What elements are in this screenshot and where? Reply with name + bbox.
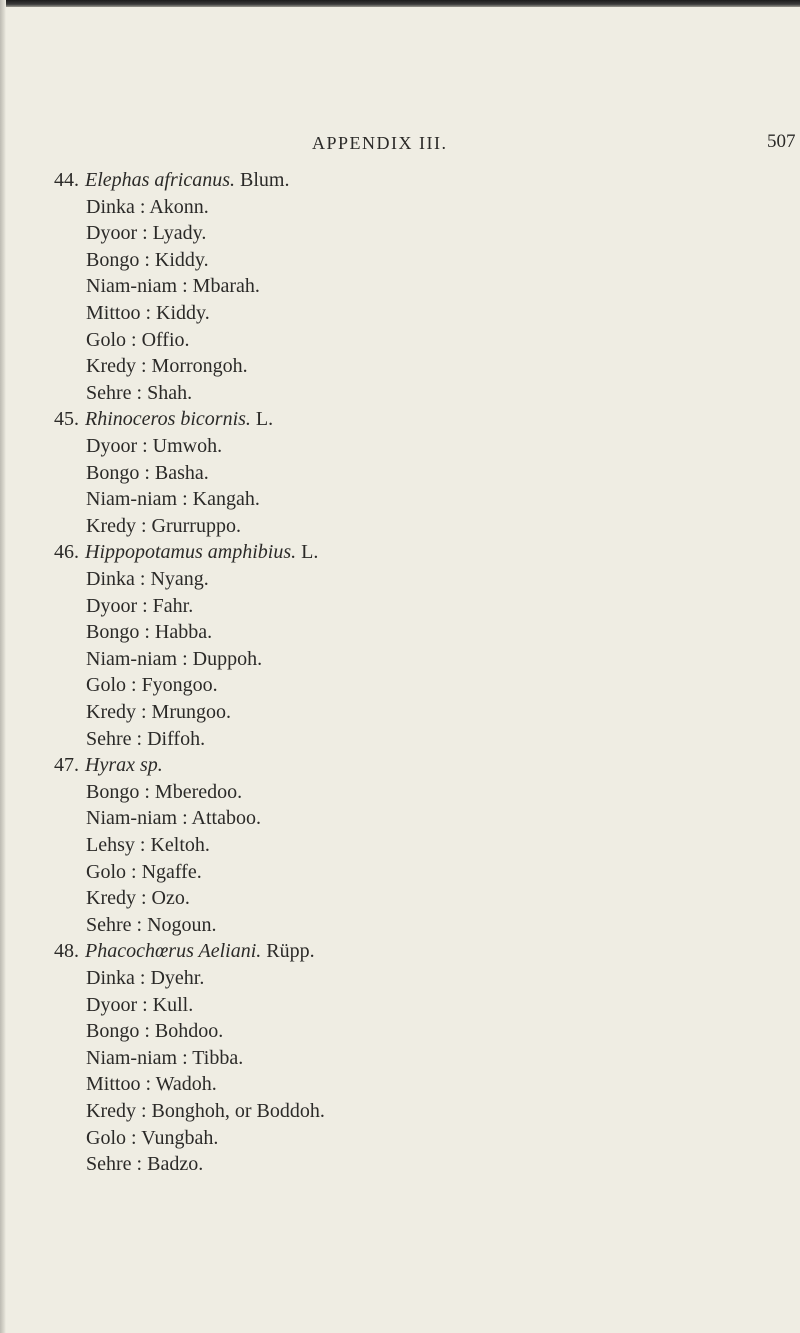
language-name: Sehre xyxy=(86,913,132,936)
native-name-row: Golo : Offio. xyxy=(86,328,190,351)
running-title: APPENDIX III. xyxy=(312,133,448,153)
language-name: Dyoor xyxy=(86,993,138,1016)
language-name: Niam-niam xyxy=(86,275,178,298)
scientific-name: Hyrax sp. xyxy=(85,754,163,777)
entry-number: 44. xyxy=(54,169,79,191)
native-name: Fyongoo. xyxy=(141,674,218,697)
native-name-row: Lehsy : Keltoh. xyxy=(86,834,210,856)
native-name: Diffoh. xyxy=(147,727,206,750)
native-name-row: Kredy : Grurruppo. xyxy=(86,514,241,537)
native-name: Ngaffe. xyxy=(141,860,202,883)
native-name: Umwoh. xyxy=(152,435,223,457)
native-name: Lyady. xyxy=(152,222,207,245)
language-name: Golo xyxy=(86,1126,126,1149)
page-number: 507 xyxy=(767,131,796,152)
language-name: Bongo xyxy=(86,1020,140,1043)
native-name: Grurruppo. xyxy=(151,514,241,537)
native-name-row: Bongo : Kiddy. xyxy=(86,248,209,271)
native-name: Wadoh. xyxy=(155,1073,217,1096)
native-name: Morrongoh. xyxy=(151,355,248,378)
language-name: Sehre xyxy=(86,381,132,404)
native-name-row: Niam-niam : Attaboo. xyxy=(86,807,261,830)
native-name: Nyang. xyxy=(150,568,209,590)
entry-heading xyxy=(54,938,315,964)
native-name-row: Kredy : Mrungoo. xyxy=(86,701,231,723)
native-name: Fahr. xyxy=(152,594,194,617)
native-name-row: Golo : Vungbah. xyxy=(86,1126,219,1149)
language-name: Mittoo xyxy=(86,302,141,324)
language-name: Kredy xyxy=(86,355,136,378)
native-name-row: Sehre : Badzo. xyxy=(86,1153,204,1176)
native-name-row: Dinka : Nyang. xyxy=(86,568,209,590)
language-name: Bongo xyxy=(86,248,140,271)
native-name: Attaboo. xyxy=(191,807,261,830)
entry-heading xyxy=(54,167,289,193)
entry-heading xyxy=(54,752,163,778)
entry-number: 48. xyxy=(54,940,79,963)
native-name-row: Bongo : Basha. xyxy=(86,461,209,484)
language-name: Dinka xyxy=(86,967,135,989)
native-name-row: Mittoo : Kiddy. xyxy=(86,302,210,324)
language-name: Niam-niam xyxy=(86,1046,178,1069)
authority: Blum. xyxy=(240,169,290,191)
language-name: Kredy xyxy=(86,514,136,537)
language-name: Dyoor xyxy=(86,594,138,617)
native-name: Dyehr. xyxy=(150,967,205,989)
native-name: Shah. xyxy=(147,381,193,404)
native-name: Tibba. xyxy=(192,1046,244,1069)
native-name-row: Sehre : Nogoun. xyxy=(86,913,217,936)
native-name: Vungbah. xyxy=(141,1126,219,1149)
native-name: Badzo. xyxy=(147,1153,204,1176)
native-name: Mberedoo. xyxy=(154,780,243,803)
language-name: Kredy xyxy=(86,701,136,723)
native-name-row: Sehre : Shah. xyxy=(86,381,193,404)
native-name: Ozo. xyxy=(151,887,190,910)
native-name: Bonghoh, or Boddoh. xyxy=(151,1100,325,1122)
native-name-row: Kredy : Morrongoh. xyxy=(86,355,248,378)
native-name-row: Dinka : Dyehr. xyxy=(86,967,205,989)
native-name: Nogoun. xyxy=(147,913,217,936)
authority: L. xyxy=(301,541,319,564)
entry-heading xyxy=(54,539,318,565)
native-name: Kull. xyxy=(152,993,194,1016)
language-name: Kredy xyxy=(86,887,136,910)
native-name-row: Golo : Ngaffe. xyxy=(86,860,202,883)
language-name: Niam-niam xyxy=(86,488,178,511)
native-name-row: Kredy : Ozo. xyxy=(86,887,190,910)
scientific-name: Hippopotamus amphibius. xyxy=(85,541,297,564)
native-name: Kangah. xyxy=(192,488,260,511)
language-name: Kredy xyxy=(86,1100,136,1122)
native-name-row: Niam-niam : Kangah. xyxy=(86,488,260,511)
authority: L. xyxy=(255,408,274,431)
native-name: Akonn. xyxy=(149,195,209,218)
authority: Rüpp. xyxy=(266,940,315,963)
native-name-row: Golo : Fyongoo. xyxy=(86,674,218,697)
native-name: Basha. xyxy=(154,461,209,484)
scientific-name: Elephas africanus. xyxy=(85,169,235,191)
language-name: Sehre xyxy=(86,1153,132,1176)
language-name: Bongo xyxy=(86,780,140,803)
page-edge-left xyxy=(0,0,6,1333)
language-name: Niam-niam xyxy=(86,807,178,830)
language-name: Dyoor xyxy=(86,435,138,457)
language-name: Golo xyxy=(86,674,126,697)
language-name: Dinka xyxy=(86,195,135,218)
native-name-row: Dyoor : Umwoh. xyxy=(86,435,223,457)
language-name: Golo xyxy=(86,328,126,351)
native-name-row: Dyoor : Lyady. xyxy=(86,222,207,245)
native-name: Mrungoo. xyxy=(151,701,231,723)
page-edge-top xyxy=(0,0,800,7)
native-name: Keltoh. xyxy=(150,834,210,856)
native-name-row: Niam-niam : Tibba. xyxy=(86,1046,244,1069)
native-name: Habba. xyxy=(154,621,213,644)
native-name-row: Sehre : Diffoh. xyxy=(86,727,206,750)
native-name: Kiddy. xyxy=(154,248,209,271)
native-name-row: Dyoor : Kull. xyxy=(86,993,194,1016)
native-name: Offio. xyxy=(141,328,190,351)
native-name-row: Bongo : Habba. xyxy=(86,621,213,644)
native-name-row: Dyoor : Fahr. xyxy=(86,594,194,617)
scientific-name: Rhinoceros bicornis. xyxy=(85,408,251,431)
native-name-row: Bongo : Bohdoo. xyxy=(86,1020,224,1043)
scientific-name: Phacochœrus Aeliani. xyxy=(85,940,262,963)
language-name: Bongo xyxy=(86,621,140,644)
native-name: Bohdoo. xyxy=(154,1020,224,1043)
entry-number: 47. xyxy=(54,754,79,777)
language-name: Golo xyxy=(86,860,126,883)
native-name-row: Dinka : Akonn. xyxy=(86,195,209,218)
entry-number: 45. xyxy=(54,408,79,431)
entry-number: 46. xyxy=(54,541,79,564)
native-name-row: Mittoo : Wadoh. xyxy=(86,1073,217,1096)
native-name-row: Niam-niam : Duppoh. xyxy=(86,647,263,670)
language-name: Niam-niam xyxy=(86,647,178,670)
language-name: Lehsy xyxy=(86,834,135,856)
native-name: Duppoh. xyxy=(192,647,263,670)
running-head xyxy=(0,128,800,158)
language-name: Sehre xyxy=(86,727,132,750)
native-name: Kiddy. xyxy=(156,302,210,324)
language-name: Dyoor xyxy=(86,222,138,245)
language-name: Bongo xyxy=(86,461,140,484)
native-name-row: Bongo : Mberedoo. xyxy=(86,780,243,803)
native-name-row: Niam-niam : Mbarah. xyxy=(86,275,260,298)
native-name: Mbarah. xyxy=(192,275,260,298)
entry-heading xyxy=(54,406,273,432)
language-name: Dinka xyxy=(86,568,135,590)
language-name: Mittoo xyxy=(86,1073,141,1096)
native-name-row: Kredy : Bonghoh, or Boddoh. xyxy=(86,1100,325,1122)
